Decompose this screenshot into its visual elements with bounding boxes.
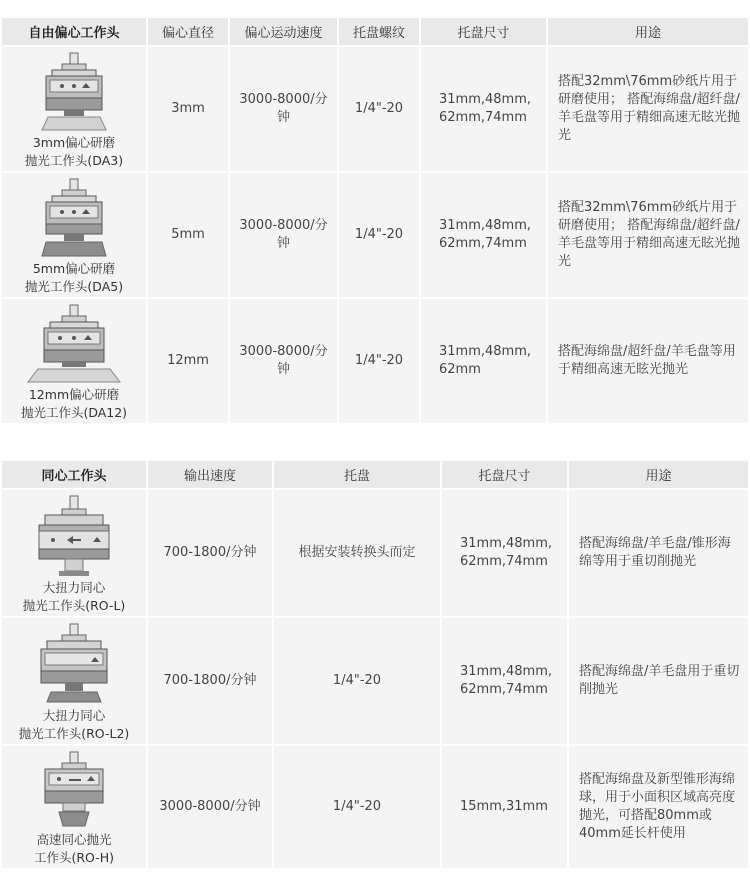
- column-header: 偏心直径: [148, 18, 228, 45]
- da3-polishing-head-icon: [34, 51, 114, 133]
- pad-size: 15mm,31mm: [442, 746, 567, 868]
- output-speed: 700-1800/分钟: [148, 490, 272, 616]
- usage-text: 搭配32mm\76mm砂纸片用于研磨使用； 搭配海绵盘/超纤盘/羊毛盘等用于精细高速无眩光抛光: [548, 47, 748, 171]
- product-cell: [2, 746, 146, 868]
- column-header: 用途: [548, 18, 748, 45]
- product-name: 抛光工作头(DA12): [20, 405, 128, 420]
- product-cell: [2, 490, 146, 616]
- motion-speed: 3000-8000/分钟: [230, 47, 337, 171]
- product-cell: [2, 618, 146, 744]
- column-header: 自由偏心工作头: [2, 18, 146, 45]
- pad-thread: 1/4"-20: [339, 173, 419, 297]
- ro-h-polishing-head-icon: [29, 750, 119, 830]
- eccentric-diameter: 3mm: [148, 47, 228, 171]
- pad-thread: 1/4"-20: [339, 47, 419, 171]
- table-row: [2, 746, 748, 868]
- pad-size: 31mm,48mm, 62mm,74mm: [421, 173, 546, 297]
- motion-speed: 3000-8000/分钟: [230, 173, 337, 297]
- pad-size: 31mm,48mm, 62mm,74mm: [442, 490, 567, 616]
- product-name: 5mm偏心研磨: [32, 261, 116, 276]
- column-header: 托盘螺纹: [339, 18, 419, 45]
- pad-spec: 1/4"-20: [274, 618, 440, 744]
- pad-spec: 根据安装转换头而定: [274, 490, 440, 616]
- output-speed: 700-1800/分钟: [148, 618, 272, 744]
- product-name: 12mm偏心研磨: [28, 387, 120, 402]
- output-speed: 3000-8000/分钟: [148, 746, 272, 868]
- column-header: 同心工作头: [2, 461, 146, 488]
- column-header: 用途: [569, 461, 748, 488]
- pad-spec: 1/4"-20: [274, 746, 440, 868]
- column-header: 输出速度: [148, 461, 272, 488]
- da12-polishing-head-icon: [24, 303, 124, 385]
- product-name: 高速同心抛光: [36, 832, 112, 847]
- ro-l-polishing-head-icon: [29, 494, 119, 578]
- product-cell: [2, 173, 146, 297]
- table-header-row: [2, 461, 748, 488]
- table-row: [2, 173, 748, 297]
- table-row: [2, 618, 748, 744]
- column-header: 托盘尺寸: [421, 18, 546, 45]
- product-name: 抛光工作头(RO-L2): [18, 726, 130, 741]
- product-name: 抛光工作头(DA5): [24, 279, 124, 294]
- eccentric-diameter: 12mm: [148, 299, 228, 423]
- ro-l2-polishing-head-icon: [29, 622, 119, 706]
- table-header-row: [2, 18, 748, 45]
- eccentric-heads-table: [0, 16, 750, 425]
- pad-thread: 1/4"-20: [339, 299, 419, 423]
- usage-text: 搭配海绵盘/超纤盘/羊毛盘等用于精细高速无眩光抛光: [548, 299, 748, 423]
- table-row: [2, 299, 748, 423]
- column-header: 托盘尺寸: [442, 461, 567, 488]
- eccentric-diameter: 5mm: [148, 173, 228, 297]
- concentric-heads-table: [0, 459, 750, 870]
- usage-text: 搭配海绵盘及新型锥形海绵球，用于小面积区域高亮度抛光，可搭配80mm或40mm延长杆使用: [569, 746, 748, 868]
- pad-size: 31mm,48mm, 62mm,74mm: [442, 618, 567, 744]
- usage-text: 搭配海绵盘/羊毛盘用于重切削抛光: [569, 618, 748, 744]
- table-row: [2, 47, 748, 171]
- column-header: 偏心运动速度: [230, 18, 337, 45]
- pad-size: 31mm,48mm, 62mm,74mm: [421, 47, 546, 171]
- product-name: 大扭力同心: [42, 580, 106, 595]
- product-cell: [2, 299, 146, 423]
- table-row: [2, 490, 748, 616]
- product-name: 抛光工作头(DA3): [24, 153, 124, 168]
- product-name: 工作头(RO-H): [33, 850, 115, 865]
- product-name: 3mm偏心研磨: [32, 135, 116, 150]
- usage-text: 搭配海绵盘/羊毛盘/锥形海绵等用于重切削抛光: [569, 490, 748, 616]
- pad-size: 31mm,48mm, 62mm: [421, 299, 546, 423]
- product-cell: [2, 47, 146, 171]
- product-name: 抛光工作头(RO-L): [22, 598, 126, 613]
- motion-speed: 3000-8000/分钟: [230, 299, 337, 423]
- column-header: 托盘: [274, 461, 440, 488]
- product-name: 大扭力同心: [42, 708, 106, 723]
- da5-polishing-head-icon: [34, 177, 114, 259]
- usage-text: 搭配32mm\76mm砂纸片用于研磨使用； 搭配海绵盘/超纤盘/羊毛盘等用于精细高速无眩光抛光: [548, 173, 748, 297]
